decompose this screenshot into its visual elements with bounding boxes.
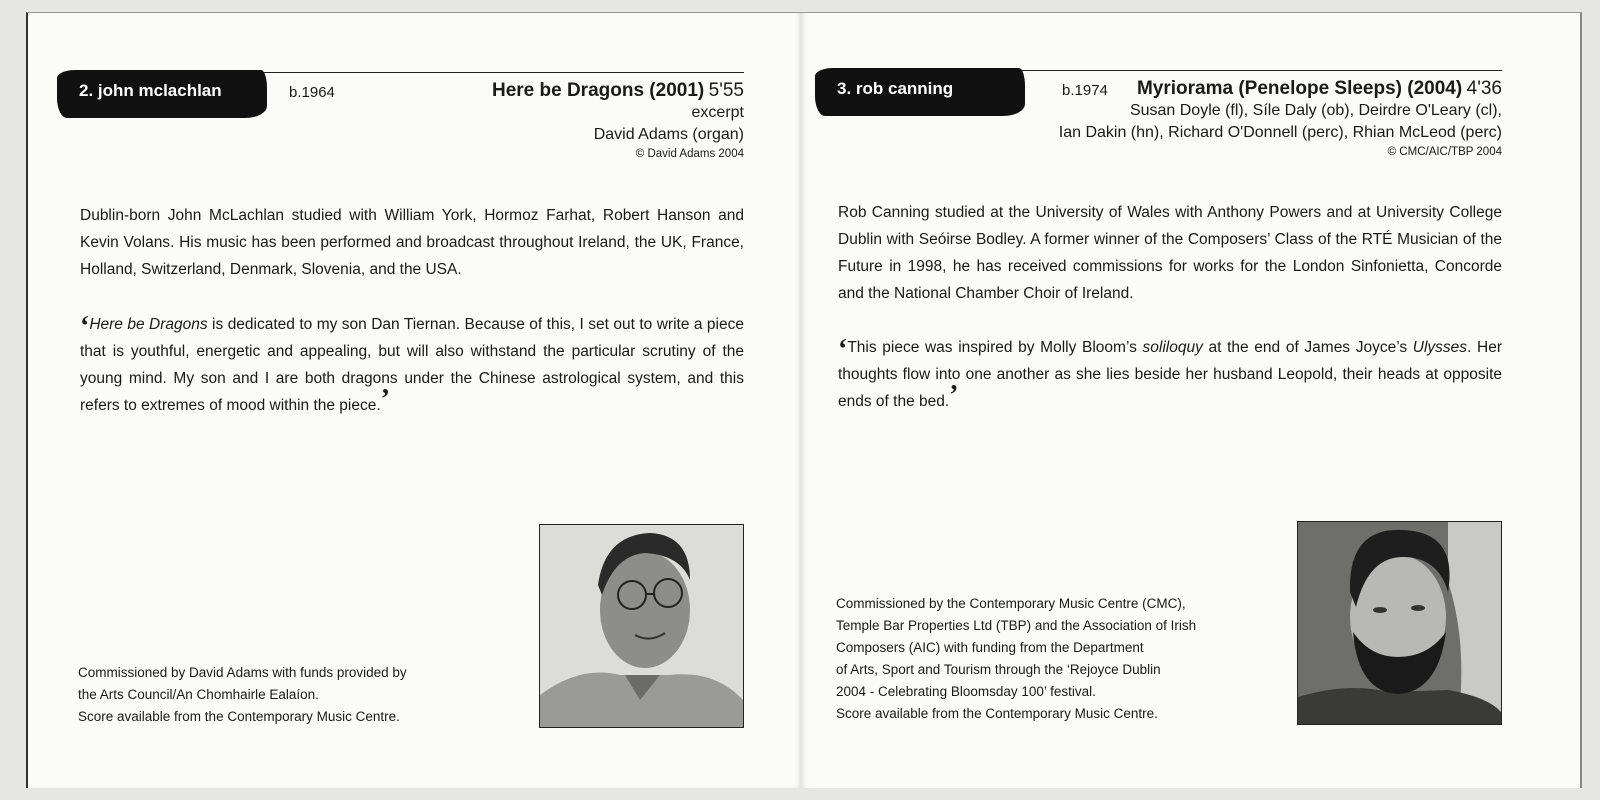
commission-line-left-1: Commissioned by David Adams with funds provided by <box>78 665 407 680</box>
commission-right <box>836 593 1246 725</box>
bio-left: Dublin-born John McLachlan studied with William York, Hormoz Farhat, Robert Hanson and Kevin Volans. His music has been performed and broadcast throughout Ireland, the UK, France, Holland, Switzerland, Denmark, Slovenia, and the USA. <box>80 207 744 278</box>
quote-left <box>80 311 744 419</box>
birth-year-right: b.1974 <box>1062 82 1108 99</box>
commission-left <box>78 662 498 728</box>
open-quote-mark: ‘ <box>80 311 90 342</box>
composer-photo-left <box>539 524 744 728</box>
work-title-left: Here be Dragons (2001) <box>491 80 705 101</box>
bio-right: Rob Canning studied at the University of Wales with Anthony Powers and at University College Dublin with Seóirse Bodley. A former winner of the Composers’ Class of the RTÉ Musician of the Future in 1998, he has received commissions for works for the London Sinfonietta, Concorde and the National Chamber Choir of Ireland. <box>838 204 1502 302</box>
work-duration-right: 4'36 <box>1466 78 1502 99</box>
quote-italic-right-d: Ulysses <box>1412 339 1468 356</box>
commission-line-right-6: Score available from the Contemporary Music Centre. <box>836 706 1158 721</box>
work-header-left <box>492 80 744 162</box>
quote-italic-title-left: Here be Dragons <box>89 316 208 333</box>
composer-tag-right: 3. rob canning <box>815 68 1025 116</box>
performers-right-line-1: Susan Doyle (fl), Síle Daly (ob), Deirdre O'Leary (cl), <box>1129 102 1502 119</box>
work-subtitle-left: excerpt <box>691 104 744 121</box>
copyright-left: © David Adams 2004 <box>635 148 744 160</box>
commission-line-right-1: Commissioned by the Contemporary Music Centre (CMC), <box>836 596 1186 611</box>
commission-line-right-4: of Arts, Sport and Tourism through the ‘Rejoyce Dublin <box>836 662 1161 677</box>
close-quote-mark: ’ <box>380 384 390 415</box>
copyright-right: © CMC/AIC/TBP 2004 <box>1387 146 1502 158</box>
quote-text-right-c: at the end of James Joyce’s <box>1202 339 1413 356</box>
composer-tag-left: 2. john mclachlan <box>57 70 267 118</box>
performers-right-line-2: Ian Dakin (hn), Richard O'Donnell (perc), Rhian McLeod (perc) <box>1058 124 1502 141</box>
performer-left: David Adams (organ) <box>593 126 744 143</box>
commission-line-right-3: Composers (AIC) with funding from the Department <box>836 640 1144 655</box>
quote-italic-right-b: soliloquy <box>1142 339 1203 356</box>
commission-line-left-3: Score available from the Contemporary Music Centre. <box>78 709 400 724</box>
composer-photo-right <box>1297 521 1502 725</box>
close-quote-mark: ’ <box>949 380 959 411</box>
quote-right <box>838 334 1502 415</box>
birth-year-left: b.1964 <box>289 84 335 101</box>
quote-text-right-a: This piece was inspired by Molly Bloom’s <box>847 339 1143 356</box>
commission-line-right-2: Temple Bar Properties Ltd (TBP) and the Association of Irish <box>836 618 1197 633</box>
open-quote-mark: ‘ <box>838 334 848 365</box>
commission-line-right-5: 2004 - Celebrating Bloomsday 100’ festival. <box>836 684 1096 699</box>
work-header-right <box>1059 78 1502 160</box>
work-duration-left: 5'55 <box>708 80 744 101</box>
commission-line-left-2: the Arts Council/An Chomhairle Ealaíon. <box>78 687 319 702</box>
work-title-right: Myriorama (Penelope Sleeps) (2004) <box>1136 78 1463 99</box>
quote-text-right-e: . Her thoughts flow into one another as she lies beside her husband Leopold, their heads at opposite ends of the bed. <box>838 339 1503 410</box>
quote-text-left: is dedicated to my son Dan Tiernan. Because of this, I set out to write a piece that is youthful, energetic and appealing, but will also withstand the particular scrutiny of the young mind. My son and I are both dragons under the Chinese astrological system, and this refers to extremes of mood within the piece. <box>80 316 744 414</box>
